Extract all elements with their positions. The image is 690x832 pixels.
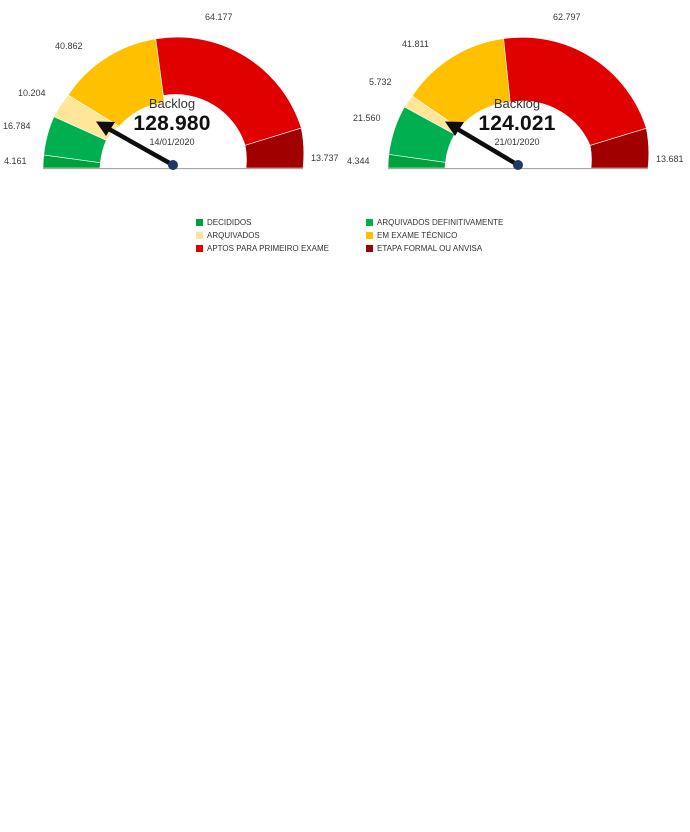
gauge-total-value: 128.980: [133, 112, 211, 135]
legend-item-arquivados: [196, 229, 366, 242]
value-label-decididos: 4.344: [347, 156, 370, 166]
legend-item-aptos-primeiro-exame: [196, 242, 366, 255]
gauge-center-right: [437, 96, 597, 148]
chart-legend: [196, 216, 526, 255]
gauge-total-value: 124.021: [478, 112, 556, 135]
gauge-date: 14/01/2020: [149, 137, 195, 147]
value-label-arquivados: 5.732: [369, 77, 392, 87]
gauge-center-left: [92, 96, 252, 148]
value-label-decididos: 4.161: [4, 156, 27, 166]
gauge-chart-left: [0, 0, 345, 200]
legend-item-label: ARQUIVADOS: [207, 231, 260, 240]
gauge-chart-right: [345, 0, 690, 200]
value-label-arquivados-definitivamente: 16.784: [3, 121, 31, 131]
value-label-etapa-formal-anvisa: 13.737: [311, 153, 339, 163]
gauge-date: 21/01/2020: [494, 137, 540, 147]
value-label-etapa-formal-anvisa: 13.681: [656, 154, 684, 164]
gauge-title: Backlog: [493, 96, 541, 111]
legend-swatch-icon: [366, 219, 373, 226]
legend-item-decididos: [196, 216, 366, 229]
gauge-title: Backlog: [148, 96, 196, 111]
value-label-aptos-primeiro-exame: 62.797: [553, 12, 581, 22]
legend-item-label: EM EXAME TÉCNICO: [377, 231, 458, 240]
legend-swatch-icon: [366, 232, 373, 239]
legend-item-label: DECIDIDOS: [207, 218, 252, 227]
legend-item-label: APTOS PARA PRIMEIRO EXAME: [207, 244, 329, 253]
legend-item-em-exame-tecnico: [366, 229, 526, 242]
value-label-arquivados: 10.204: [18, 88, 46, 98]
value-label-em-exame-tecnico: 40.862: [55, 41, 83, 51]
legend-item-label: ARQUIVADOS DEFINITIVAMENTE: [377, 218, 504, 227]
value-label-em-exame-tecnico: 41.811: [402, 39, 429, 49]
legend-swatch-icon: [196, 219, 203, 226]
legend-swatch-icon: [196, 245, 203, 252]
value-label-aptos-primeiro-exame: 64.177: [205, 12, 233, 22]
legend-item-label: ETAPA FORMAL OU ANVISA: [377, 244, 483, 253]
value-label-arquivados-definitivamente: 21.560: [353, 113, 381, 123]
legend-item-etapa-formal-anvisa: [366, 242, 526, 255]
legend-swatch-icon: [366, 245, 373, 252]
legend-swatch-icon: [196, 232, 203, 239]
legend-item-arquivados-definitivamente: [366, 216, 526, 229]
